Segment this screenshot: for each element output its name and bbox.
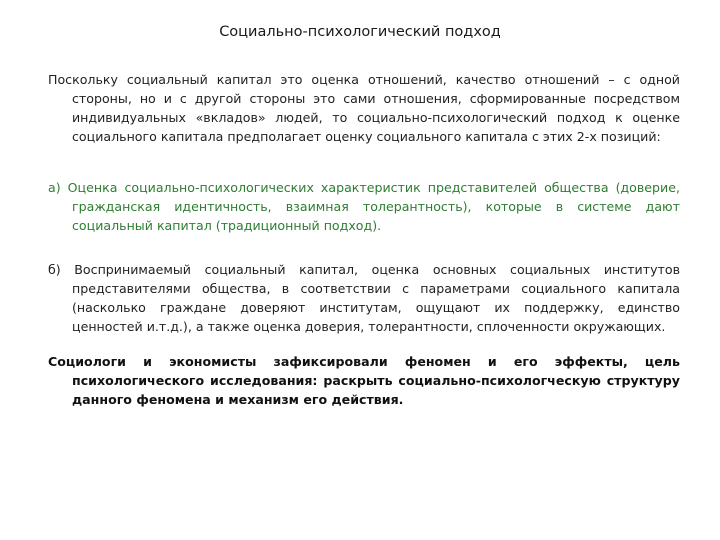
paragraph-intro: Поскольку социальный капитал это оценка отношений, качество отношений – с одной стороны, но и с другой стороны это сами отношения, сформированные посредством индивидуальных «вкладов» людей, то социально-психологический подход к оценке социального капитала предполагает оценку социального капитала с этих 2-х позиций: <box>48 72 680 144</box>
page-title: Социально-психологический подход <box>219 24 501 40</box>
paragraph-option-a: а) Оценка социально-психологических характеристик представителей общества (доверие, гражданская идентичность, взаимная толерантность), которые в системе дают социальный капитал (традиционный подход). <box>48 180 680 233</box>
paragraph-conclusion: Социологи и экономисты зафиксировали феномен и его эффекты, цель психологического исследования: раскрыть социально-психологческую структуру данного феномена и механизм его действия. <box>48 354 680 407</box>
paragraph-option-b: б) Воспринимаемый социальный капитал, оценка основных социальных институтов представителями общества, в соответствии с параметрами социального капитала (насколько граждане доверяют институтам, ощущают их поддержку, единство ценностей и.т.д.), а также оценка доверия, толерантности, сплоченности окружающих. <box>48 262 680 334</box>
